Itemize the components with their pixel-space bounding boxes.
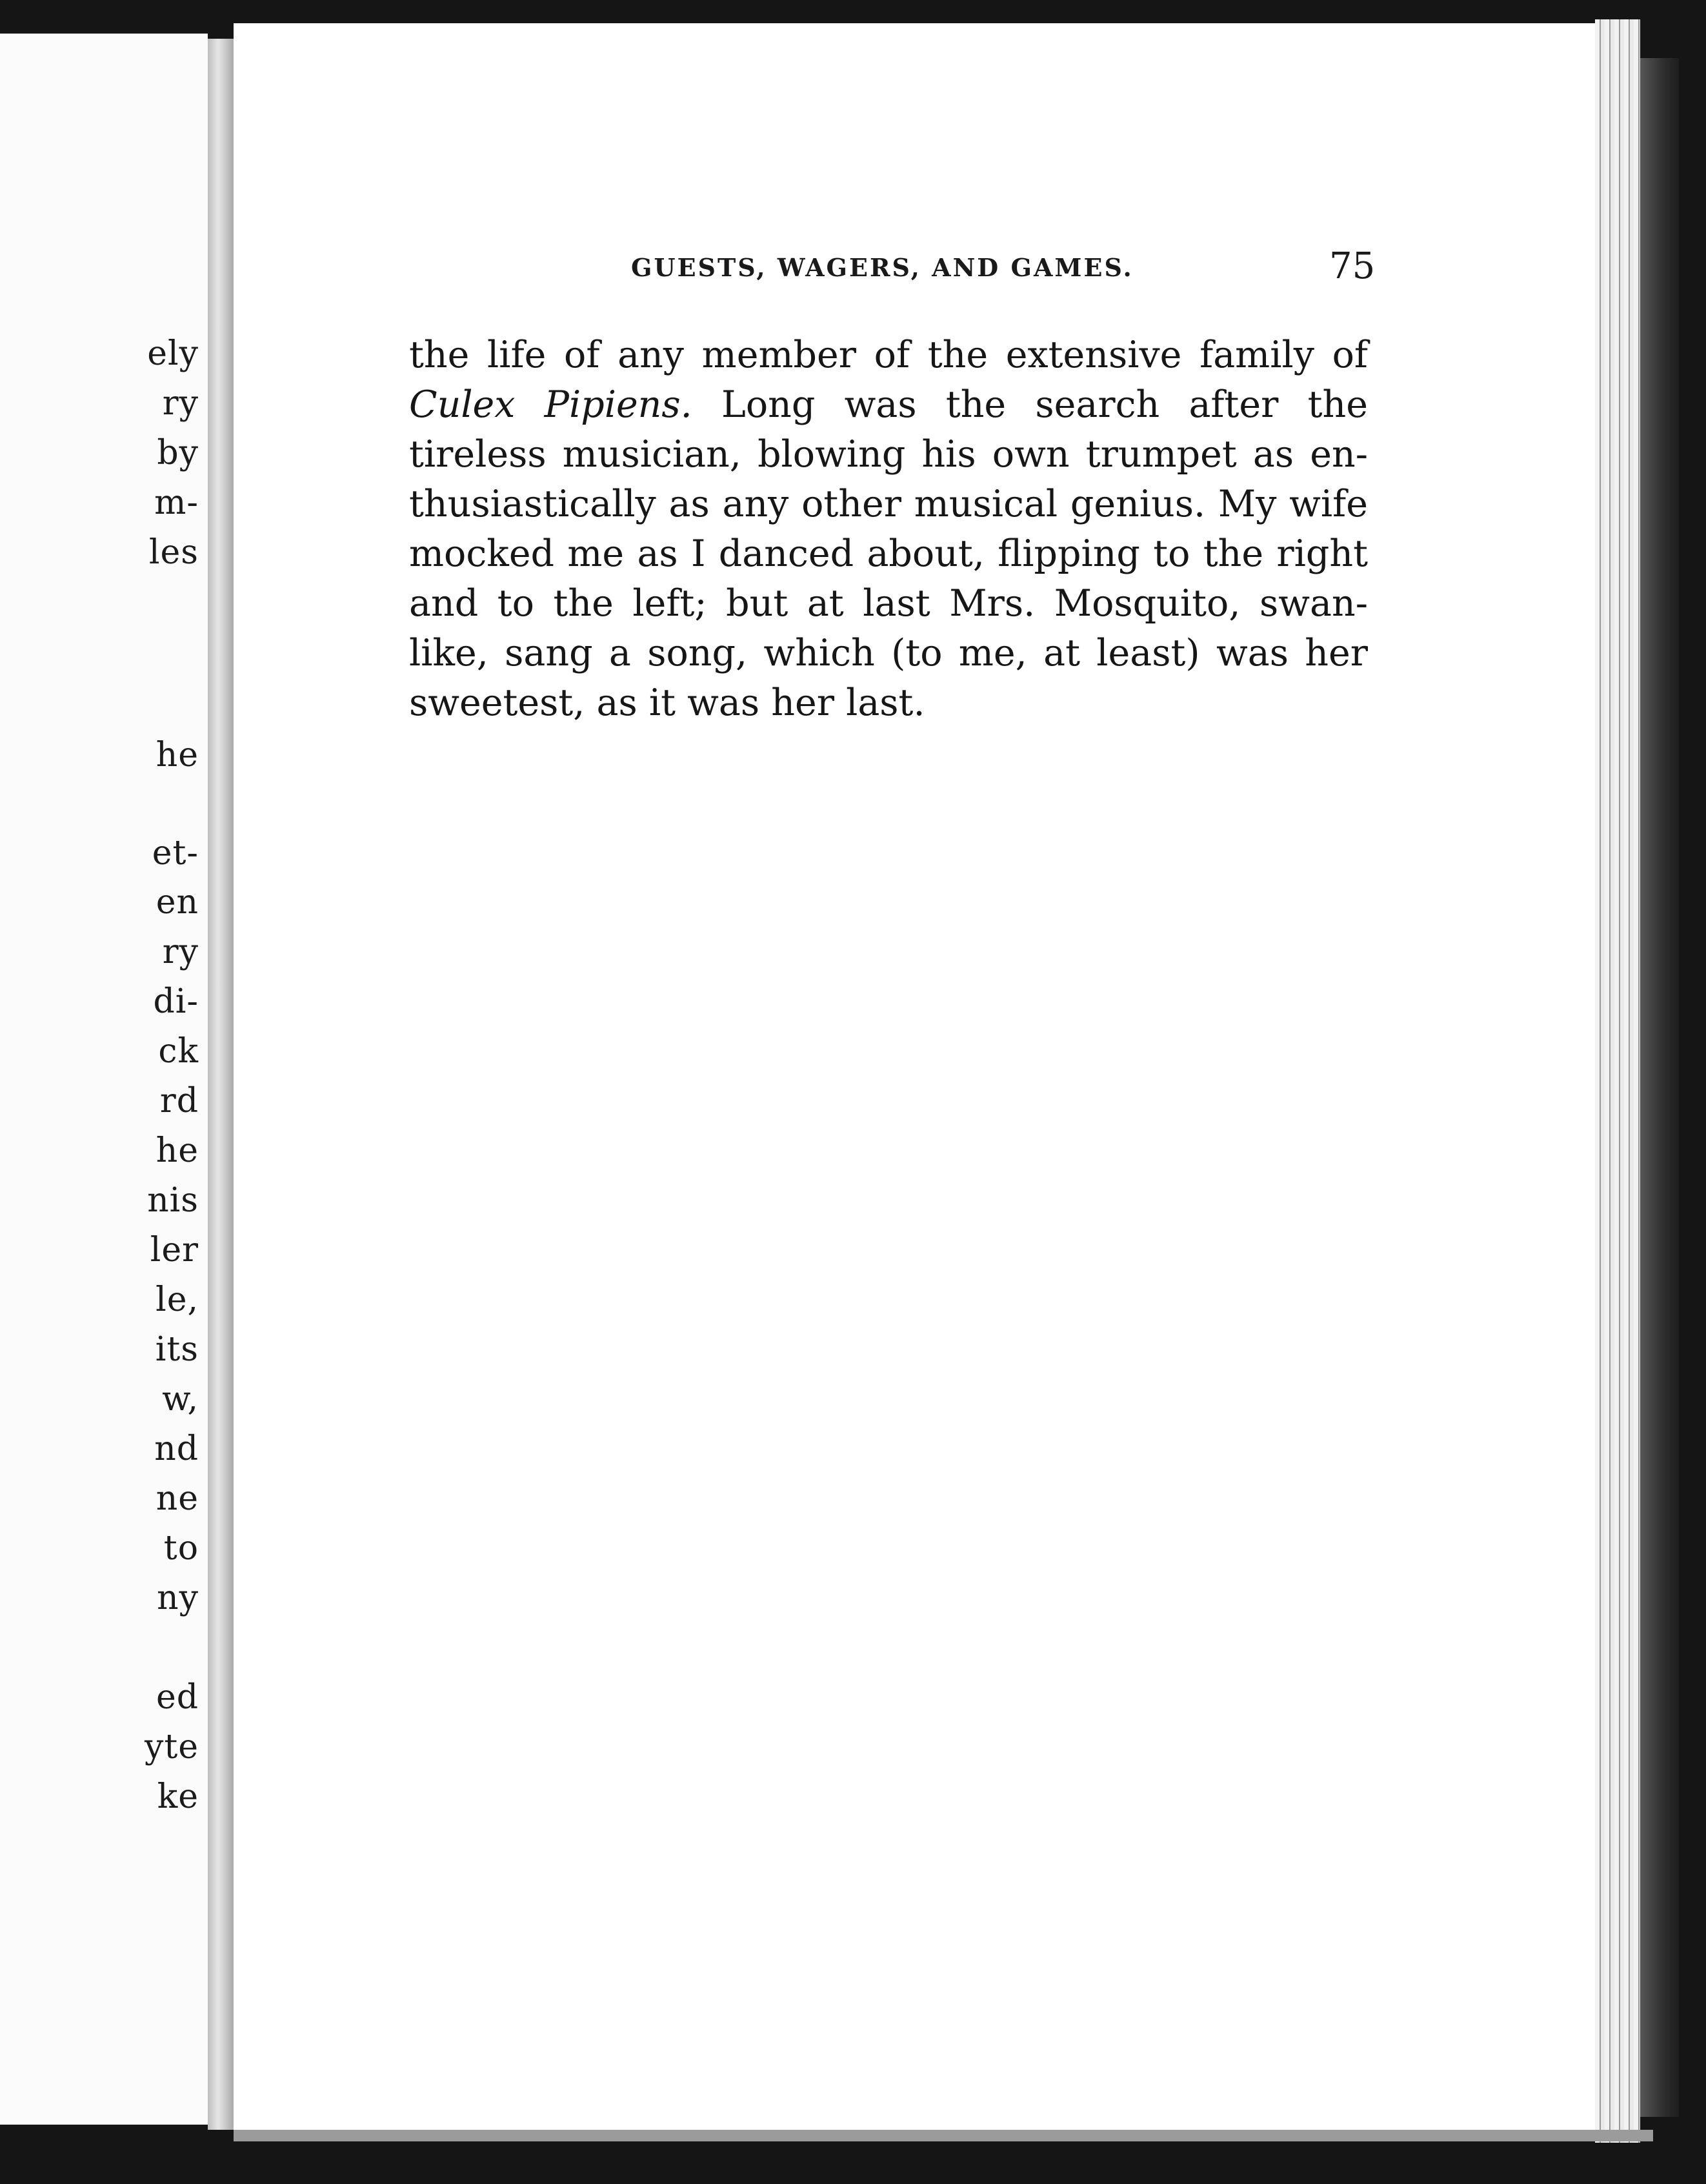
left-fragment: to bbox=[163, 1529, 199, 1568]
left-fragment: ck bbox=[158, 1032, 199, 1071]
left-fragment: le, bbox=[156, 1280, 199, 1319]
left-fragment: yte bbox=[144, 1728, 199, 1766]
left-fragment: ry bbox=[162, 384, 199, 423]
page-number: 75 bbox=[1329, 245, 1376, 287]
book-cover-edge bbox=[1640, 58, 1679, 2117]
text-line: and to the left; but at last Mrs. Mosquito, swan- bbox=[409, 582, 1368, 625]
text-line: tireless musician, blowing his own trumpet as en- bbox=[409, 433, 1368, 476]
left-fragment: by bbox=[157, 434, 199, 472]
facing-page-text bbox=[0, 34, 208, 2125]
left-fragment: nd bbox=[154, 1430, 199, 1468]
text-line: the life of any member of the extensive family of bbox=[409, 334, 1368, 376]
left-fragment: nis bbox=[147, 1181, 199, 1220]
left-fragment: les bbox=[148, 533, 199, 572]
running-head: GUESTS, WAGERS, AND GAMES. bbox=[631, 253, 1134, 282]
text-line: Culex Pipiens. Long was the search after the bbox=[409, 383, 1368, 426]
page-bottom-edge bbox=[234, 2130, 1653, 2141]
left-fragment: he bbox=[156, 736, 199, 774]
left-fragment: ry bbox=[162, 933, 199, 971]
left-fragment: en bbox=[156, 883, 199, 922]
left-fragment: its bbox=[155, 1330, 199, 1369]
text-line: like, sang a song, which (to me, at least) was her bbox=[409, 632, 1368, 674]
italic-term: Culex Pipiens. bbox=[409, 383, 692, 426]
gutter-shadow bbox=[208, 39, 234, 2130]
left-fragment: ne bbox=[156, 1479, 199, 1518]
facing-page-left bbox=[0, 34, 208, 2125]
page-block-edges bbox=[1595, 19, 1640, 2143]
body-paragraph bbox=[409, 330, 1368, 728]
left-fragment: w, bbox=[162, 1380, 199, 1419]
left-fragment: m- bbox=[154, 483, 199, 522]
left-fragment: et- bbox=[152, 834, 199, 873]
left-fragment: ed bbox=[156, 1678, 199, 1717]
left-fragment: ny bbox=[157, 1579, 199, 1617]
left-fragment: ke bbox=[157, 1777, 199, 1816]
left-fragment: rd bbox=[159, 1082, 199, 1120]
left-fragment: he bbox=[156, 1131, 199, 1170]
text-line: thusiastically as any other musical genius. My wife bbox=[409, 483, 1368, 525]
text-line: sweetest, as it was her last. bbox=[409, 682, 925, 724]
text-line: mocked me as I danced about, flipping to the right bbox=[409, 532, 1368, 575]
left-fragment: ely bbox=[147, 334, 199, 373]
left-fragment: ler bbox=[150, 1231, 199, 1269]
left-fragment: di- bbox=[153, 982, 199, 1021]
